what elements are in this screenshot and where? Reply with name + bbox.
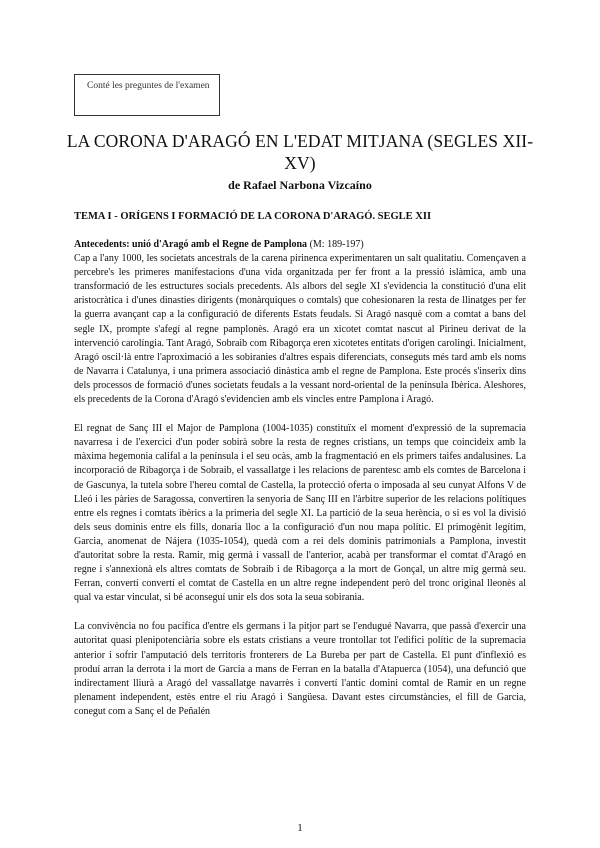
section-text: Cap a l'any 1000, les societats ancestrals de la carena pirinenca experimentaren un salt qualitatiu. Començaven a percebre's les primeres manifestacions d'una vida organitzada per fer front a la pressió islàmica, amb una transformació de les estructures socials precedents. Als albors del segle XI s'evidencia la constitució d'una elit aristocràtica i d'unes dinasties dirigents (monàrquiques o comtals) que cohesionaren la resta de llinatges per fer la guerra avançant cap a la configuració de diferents Estats feudals. Si Aragó nasquè com a comtat a bans del segle IX, prompte s'afegí al regne pamplonès. Aragó era un xicotet comtat nascut al Pirineu derivat de la intervenció carolíngia. Tant Aragó, Sobraib com Ribagorça eren xicotetes entitats d'origen carolingi. Inicialment, Aragó oscil·là entre l'aproximació a les sobiranies d'altres espais diferenciats, conseguts més tard amb els noms de Navarra i Catalunya, i una primera associació dinàstica amb el regne de Pamplona. Este procés s'inserix dins dels processos de formació d'unes societats feudals a la vessant nord-oriental de la península Ibèrica. Aleshores, els precedents de la Corona d'Aragó s'evidencien amb els vincles entre Pamplona i Aragó. (74, 253, 526, 406)
theme-heading: TEMA I - ORÍGENS I FORMACIÓ DE LA CORONA D'ARAGÓ. SEGLE XII (74, 211, 432, 222)
document-author: de Rafael Narbona Vizcaíno (228, 178, 372, 192)
body-paragraph: La convivència no fou pacífica d'entre els germans i la pitjor part se l'endugué Navarra, que passà d'exercir una autoritat quasi plenipotenciària sobre els estats cristians a veure trontollar tot l'edifici polític de la supremacia anterior i sofrir l'amputació dels territoris fronterers de La Bureba per part de Castella. El punt d'inflexió es produí arran la derrota i la mort de Garcia a mans de Ferran en la batalla d'Atapuerca (1054), una defunció que indirectament lliurà a Aragó del vassallatge navarrès i convertí l'antic domini comtal de Ramir en un regne plenament independent, estès entre el riu Aragó i Sangüesa. Davant estes circumstàncies, el fill de Garcia, conegut com a Sanç el de Peñalén (74, 621, 526, 717)
body-paragraph: El regnat de Sanç III el Major de Pamplona (1004-1035) constituïx el moment d'expressió de la supremacia navarresa i de l'exercici d'un poder sobirà sobre la resta de regnes cristians, un temps que coincideix amb la màxima hegemonia califal a la península i el seu ocàs, amb la fragmentació en els primers taifes andalusines. La incorporació de Ribagorça i de Sobraib, el vassallatge i les relacions de parentesc amb els comtes de Barcelona i de Gascunya, la tutela sobre l'hereu comtal de Castella, la protecció oferta o imposada al seu cunyat Alfons V de Lleó i les pàries de Saragossa, convertiren la senyoria de Sanç III en l'àrbitre superior de les relacions polítiques entre els regnes i comtats ibèrics a la primeria del segle XI. La partició de la seua herència, o si es vol la divisió dels seus dominis entre els fills, donaria lloc a la configuració d'un nou mapa polític. El primogènit legítim, Garcia, anomenat de Nájera (1035-1054), quedà com a rei dels dominis patrimonials a Pamplona, investit d'autoritat sobre la resta. Ramir, mig germà i vassall de l'anterior, acabà per transformar el comtat d'Aragó en regne i s'annexionà els altres comtats de Sobraib i de Ribagorça a la mort de Gonçal, un altre mig germà seu. Ferran, convertí convertí el comtat de Castella en un altre regne independent però del tronc original lleonès al qual va estar vinculat, si bé aconseguí unir els dos sota la seua sobirania. (74, 423, 526, 604)
exam-note-box (74, 74, 220, 116)
page-number: 1 (297, 822, 303, 834)
section-heading: Antecedents: unió d'Aragó amb el Regne de Pamplona (74, 239, 308, 250)
section-reference: (M: 189-197) (307, 239, 364, 250)
document-body (74, 238, 526, 734)
document-title: LA CORONA D'ARAGÓ EN L'EDAT MITJANA (SEGLES XII-XV) (66, 131, 534, 173)
exam-note-text: Conté les preguntes de l'examen (87, 81, 210, 91)
section-paragraph (74, 238, 526, 407)
